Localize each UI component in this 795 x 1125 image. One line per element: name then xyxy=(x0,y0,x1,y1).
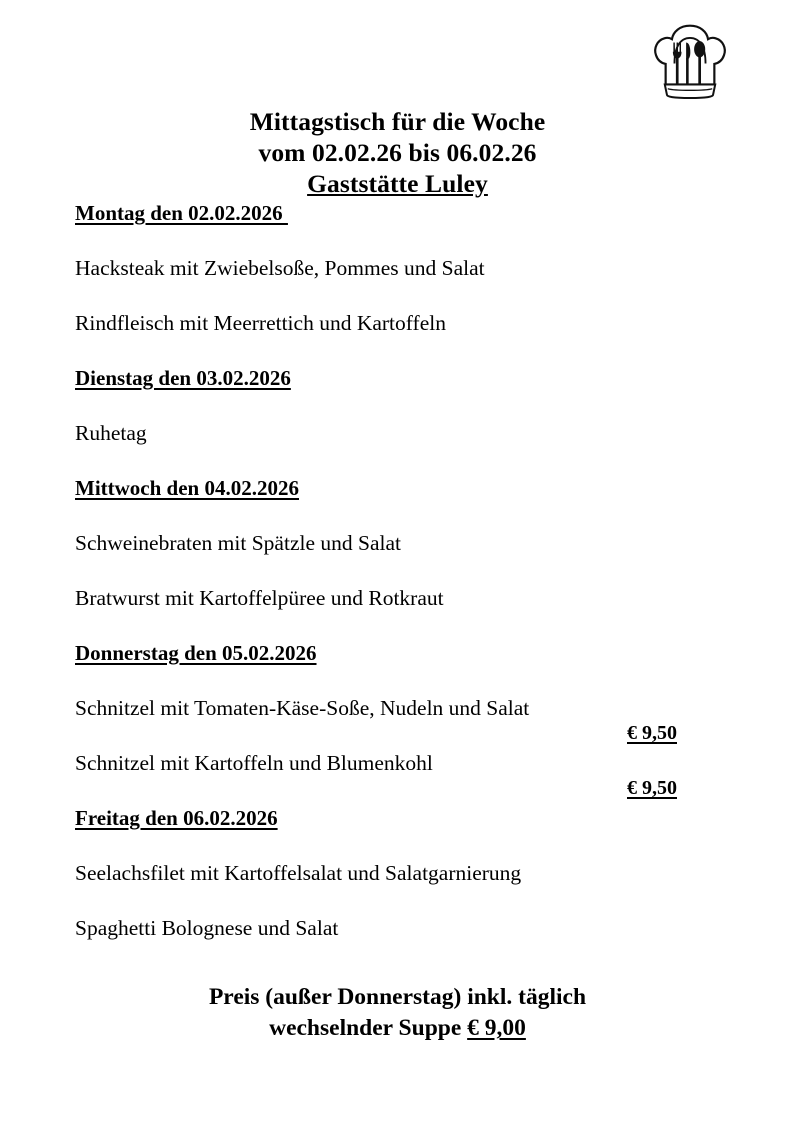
dish-price: € 9,50 xyxy=(627,722,677,744)
chef-hat-icon xyxy=(648,18,732,104)
dish-price: € 9,50 xyxy=(627,777,677,799)
dish-name: Schweinebraten mit Spätzle und Salat xyxy=(75,531,401,555)
price-note-line-1: Preis (außer Donnerstag) inkl. täglich xyxy=(208,984,587,1010)
dish-row xyxy=(75,310,775,337)
title-line-1: Mittagstisch für die Woche xyxy=(249,107,546,136)
dish-row xyxy=(75,255,775,282)
page-title xyxy=(0,106,795,199)
dish-name: Ruhetag xyxy=(75,421,147,445)
day-heading: Mittwoch den 04.02.2026 xyxy=(75,476,299,500)
day-block-thursday xyxy=(75,640,775,799)
dish-name: Schnitzel mit Kartoffeln und Blumenkohl xyxy=(75,751,433,775)
dish-row xyxy=(75,695,775,744)
day-block-tuesday xyxy=(75,365,775,447)
dish-name: Seelachsfilet mit Kartoffelsalat und Salatgarnierung xyxy=(75,861,522,885)
dish-name: Schnitzel mit Tomaten-Käse-Soße, Nudeln und Salat xyxy=(75,696,530,720)
dish-name: Hacksteak mit Zwiebelsoße, Pommes und Salat xyxy=(75,256,485,280)
day-heading: Donnerstag den 05.02.2026 xyxy=(75,641,317,665)
price-note xyxy=(0,982,795,1044)
price-note-text: wechselnder Suppe xyxy=(269,1015,468,1041)
restaurant-name: Gaststätte Luley xyxy=(307,169,488,198)
dish-row xyxy=(75,530,775,557)
day-heading: Freitag den 06.02.2026 xyxy=(75,806,278,830)
dish-row xyxy=(75,860,775,887)
title-line-2: vom 02.02.26 bis 06.02.26 xyxy=(258,138,537,167)
base-price: € 9,00 xyxy=(467,1015,526,1041)
day-heading: Montag den 02.02.2026 xyxy=(75,201,288,225)
day-block-wednesday xyxy=(75,475,775,612)
dish-name: Bratwurst mit Kartoffelpüree und Rotkraut xyxy=(75,586,444,610)
dish-name: Spaghetti Bolognese und Salat xyxy=(75,916,339,940)
dish-row xyxy=(75,585,775,612)
day-heading: Dienstag den 03.02.2026 xyxy=(75,366,291,390)
dish-row xyxy=(75,915,775,942)
day-block-friday xyxy=(75,805,775,942)
dish-row xyxy=(75,750,775,799)
dish-name: Rindfleisch mit Meerrettich und Kartoffeln xyxy=(75,311,446,335)
day-block-monday xyxy=(75,200,775,337)
weekly-menu xyxy=(75,200,775,942)
price-note-line-2 xyxy=(0,1013,795,1044)
dish-row xyxy=(75,420,775,447)
